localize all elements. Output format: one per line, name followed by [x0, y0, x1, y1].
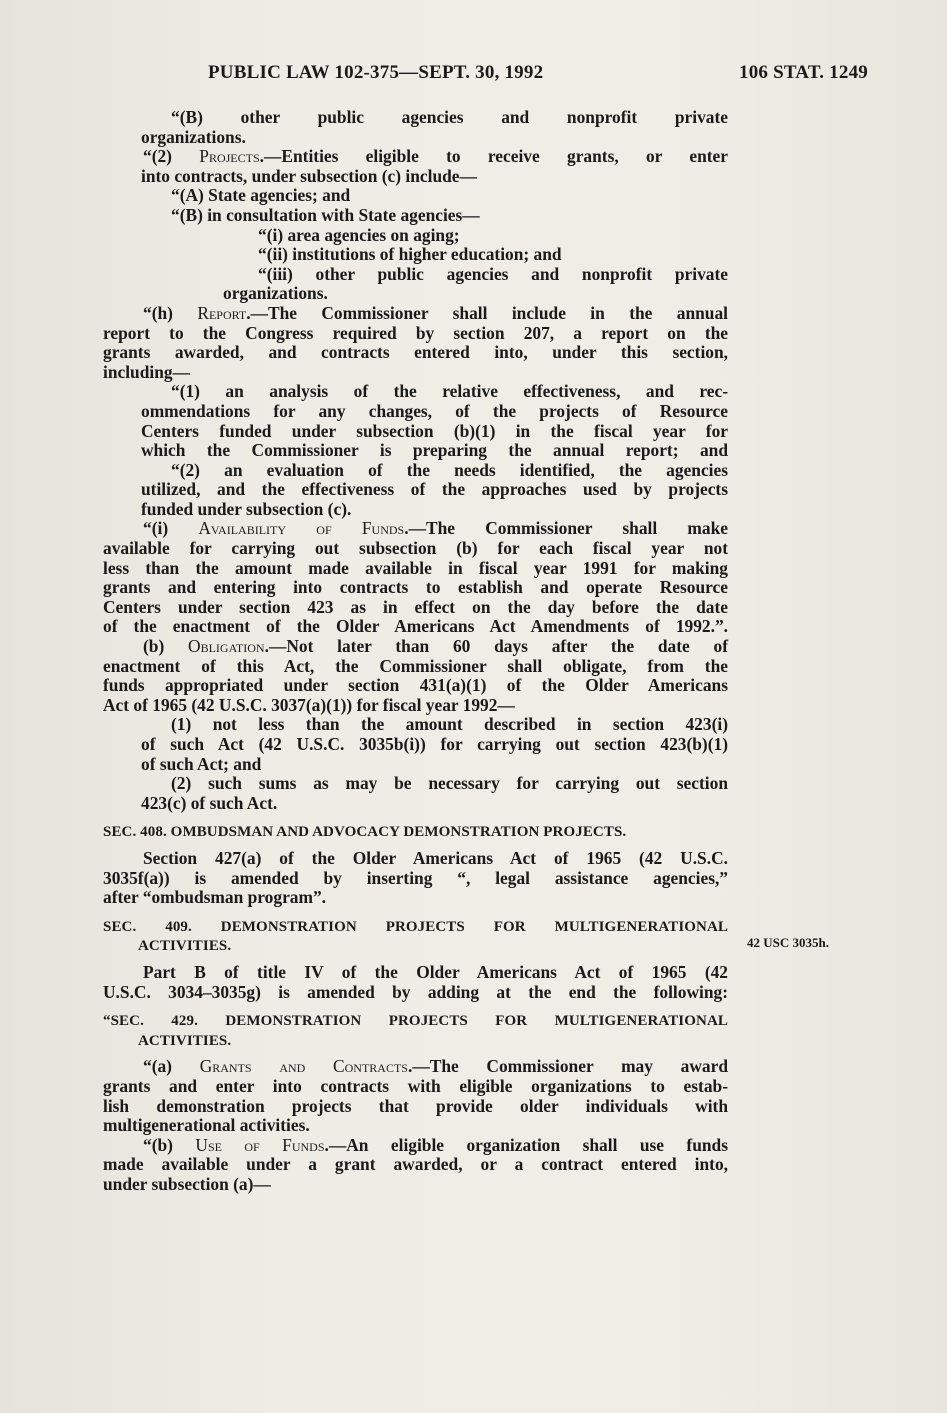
section-heading-429-cont: ACTIVITIES. — [138, 1032, 232, 1049]
text-line: U.S.C. 3034–3035g) is amended by adding at the end the following: — [103, 981, 728, 1002]
text-line: 3035f(a)) is amended by inserting “, legal assistance agencies,” — [103, 867, 728, 888]
text-line: grants awarded, and contracts entered into, under this section, — [103, 342, 728, 363]
text-line: lish demonstration projects that provide older individuals with — [103, 1095, 728, 1116]
text-line: under subsection (a)— — [103, 1173, 271, 1194]
text-line: organizations. — [223, 283, 328, 304]
text-line: “(h) Report.—The Commissioner shall include in the annual — [143, 302, 728, 323]
text-line: (b) Obligation.—Not later than 60 days after the date of — [143, 636, 728, 657]
text-line: less than the amount made available in fiscal year 1991 for making — [103, 557, 728, 578]
text-line: “(iii) other public agencies and nonprofit private — [258, 263, 728, 284]
document-body — [103, 108, 728, 1194]
heading-availability-of-funds: Availability of Funds — [198, 518, 405, 539]
text-line: of such Act (42 U.S.C. 3035b(i)) for carrying out section 423(b)(1) — [141, 734, 728, 754]
text-line: ommendations for any changes, of the projects of Resource — [141, 400, 728, 421]
heading-use-of-funds: Use of Funds — [195, 1134, 325, 1155]
text-line: “(1) an analysis of the relative effectiveness, and rec- — [171, 381, 728, 402]
text-line: “(a) Grants and Contracts.—The Commissioner may award — [143, 1056, 728, 1077]
section-heading-429: “SEC. 429. DEMONSTRATION PROJECTS FOR MULTIGENERATIONAL — [103, 1013, 728, 1030]
text-line: (2) such sums as may be necessary for carrying out section — [171, 773, 728, 794]
heading-projects: Projects — [199, 146, 260, 167]
text-line: Part B of title IV of the Older Americans Act of 1965 (42 — [143, 961, 728, 982]
text-line: enactment of this Act, the Commissioner shall obligate, from the — [103, 655, 728, 676]
text-line: multigenerational activities. — [103, 1115, 310, 1136]
text-line: “(A) State agencies; and — [171, 185, 351, 206]
text-line: report to the Congress required by section 207, a report on the — [103, 322, 728, 343]
text-line: (1) not less than the amount described in section 423(i) — [171, 714, 728, 735]
text-line: “(2) an evaluation of the needs identified, the agencies — [171, 459, 728, 480]
text-line: grants and entering into contracts to establish and operate Resource — [103, 577, 728, 598]
text-line: “(B) other public agencies and nonprofit private — [171, 107, 728, 127]
text-line: 423(c) of such Act. — [141, 792, 278, 813]
text-line: “(i) area agencies on aging; — [258, 224, 460, 245]
text-line: Act of 1965 (42 U.S.C. 3037(a)(1)) for fiscal year 1992— — [103, 694, 515, 715]
text-line: utilized, and the effectiveness of the approaches used by projects — [141, 479, 728, 500]
heading-grants-and-contracts: Grants and Contracts — [199, 1056, 408, 1077]
text-line: “(b) Use of Funds.—An eligible organization shall use funds — [143, 1134, 728, 1155]
text-line: of the enactment of the Older Americans Act Amendments of 1992.”. — [103, 616, 728, 637]
text-line: “(2) Projects.—Entities eligible to receive grants, or enter — [143, 146, 728, 167]
text-line: including— — [103, 361, 190, 382]
section-heading-408: SEC. 408. OMBUDSMAN AND ADVOCACY DEMONSTRATION PROJECTS. — [103, 824, 627, 841]
margin-note-usc: 42 USC 3035h. — [747, 935, 829, 950]
text-line: Section 427(a) of the Older Americans Act of 1965 (42 U.S.C. — [143, 847, 728, 868]
text-line: Centers under section 423 as in effect on the day before the date — [103, 596, 728, 617]
text-line: organizations. — [141, 126, 246, 147]
section-heading-409: SEC. 409. DEMONSTRATION PROJECTS FOR MULTIGENERATIONAL — [103, 918, 728, 935]
text-line: made available under a grant awarded, or a contract entered into, — [103, 1154, 728, 1175]
text-line: which the Commissioner is preparing the annual report; and — [141, 440, 728, 461]
heading-report: Report — [197, 302, 247, 323]
text-line: into contracts, under subsection (c) include— — [141, 165, 477, 186]
header-title: PUBLIC LAW 102-375—SEPT. 30, 1992 — [208, 62, 544, 83]
text-line: Centers funded under subsection (b)(1) in the fiscal year for — [141, 420, 728, 441]
text-line: “(ii) institutions of higher education; and — [258, 244, 562, 265]
text-line: funds appropriated under section 431(a)(1) of the Older Americans — [103, 675, 728, 696]
text-line: funded under subsection (c). — [141, 498, 352, 519]
text-line: after “ombudsman program”. — [103, 887, 327, 908]
text-line: of such Act; and — [141, 753, 262, 774]
section-heading-409-cont: ACTIVITIES. — [138, 938, 232, 955]
text-line: available for carrying out subsection (b) for each fiscal year not — [103, 538, 728, 559]
text-line: “(B) in consultation with State agencies— — [171, 204, 480, 225]
text-line: grants and enter into contracts with eligible organizations to estab- — [103, 1075, 728, 1096]
heading-obligation: Obligation — [188, 636, 265, 657]
text-line: “(i) Availability of Funds.—The Commissioner shall make — [143, 518, 729, 539]
header-stat-page: 106 STAT. 1249 — [739, 62, 868, 83]
